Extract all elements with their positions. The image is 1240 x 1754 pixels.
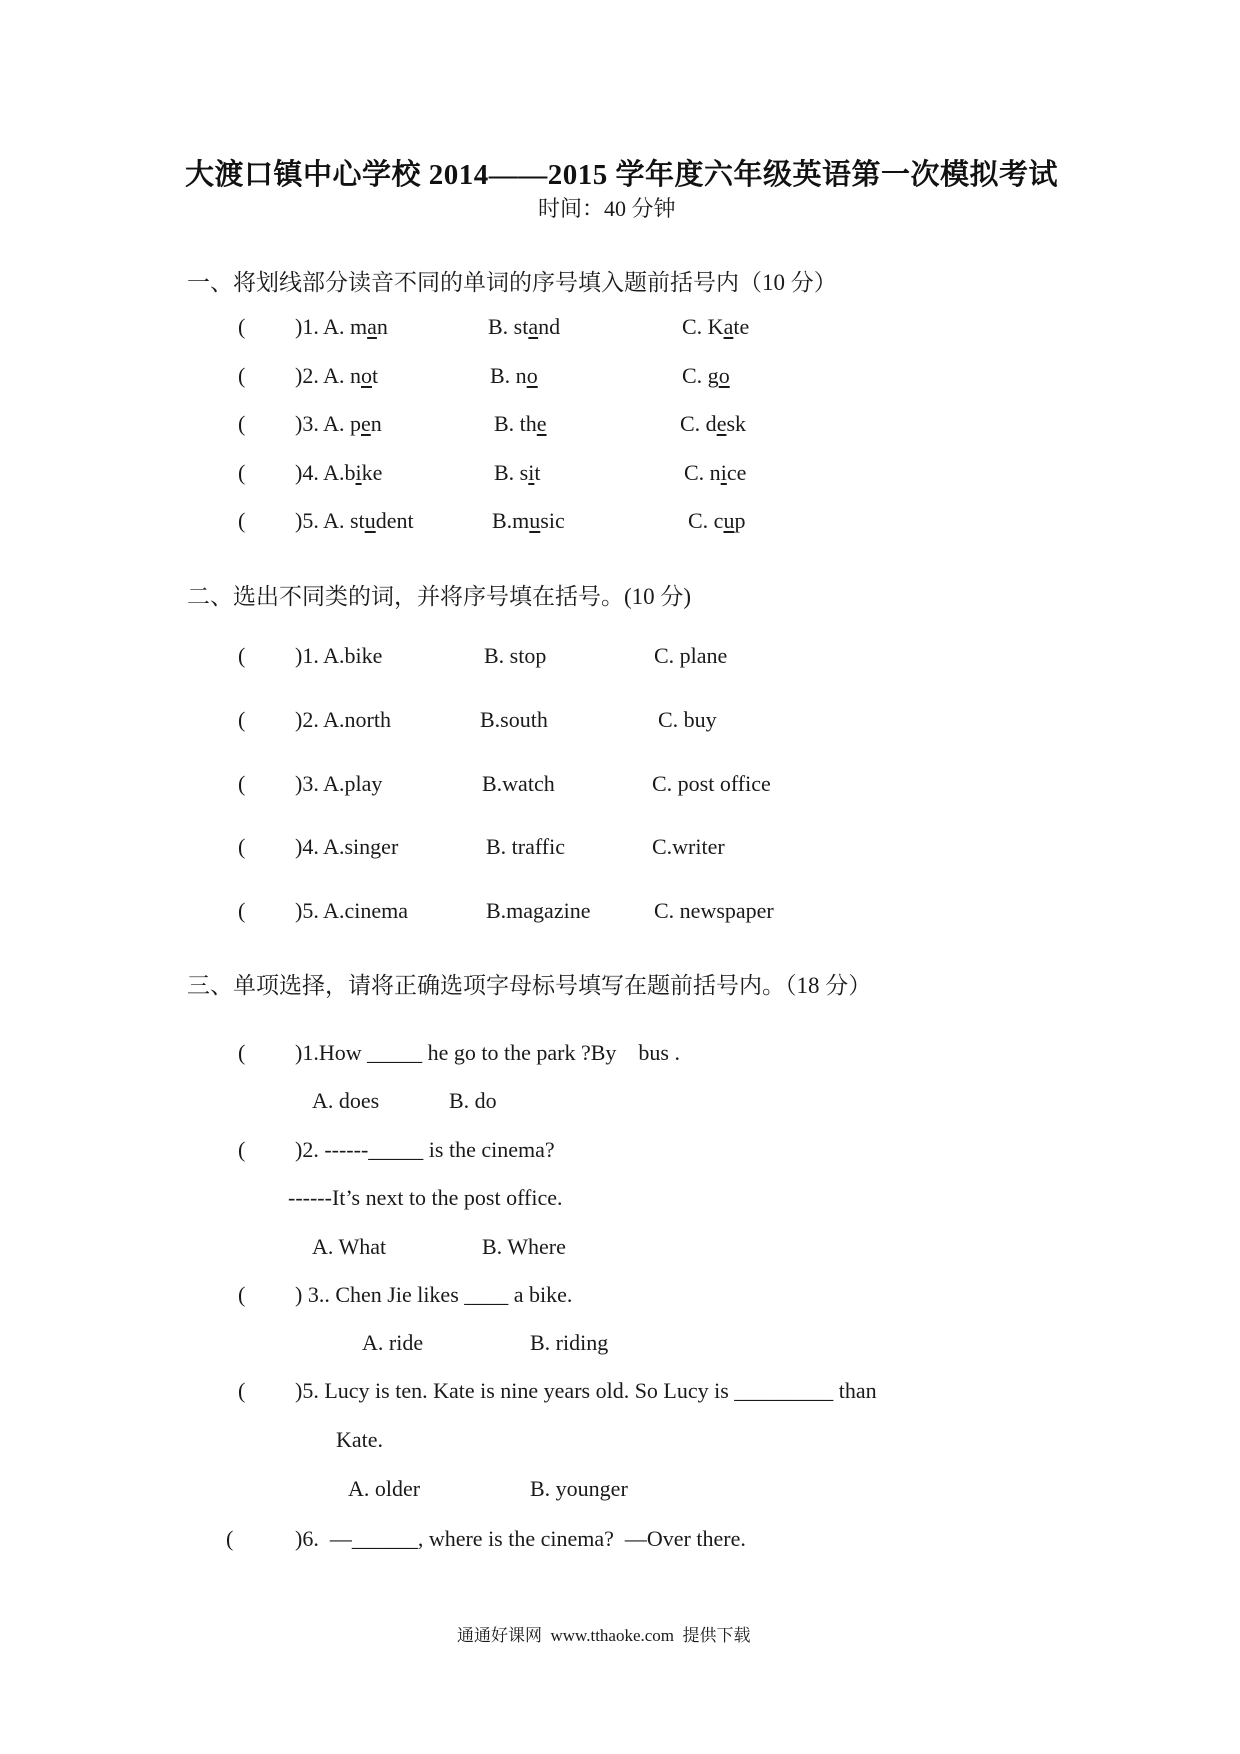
item-c: C. buy <box>658 707 717 732</box>
section-1-heading: 一、将划线部分读音不同的单词的序号填入题前括号内（10 分） <box>187 270 837 295</box>
answer-paren: ( <box>238 1282 246 1307</box>
item-b: B. the <box>494 411 547 436</box>
answer-paren: ( <box>238 411 246 436</box>
item-b: B. stop <box>484 643 547 668</box>
option-a: A. older <box>348 1476 421 1501</box>
item-c: C. nice <box>684 460 747 485</box>
item-c: C. cup <box>688 508 746 533</box>
answer-paren: ( <box>238 834 246 859</box>
footer-source: 通通好课网 www.tthaoke.com 提供下载 <box>457 1626 751 1645</box>
section-3-heading: 三、单项选择，请将正确选项字母标号填写在题前括号内。（18 分） <box>187 973 872 998</box>
item-b: B.south <box>480 707 548 732</box>
question-stem: )1.How _____ he go to the park ?By bus . <box>295 1040 680 1065</box>
item-c: C. go <box>682 363 730 388</box>
section-2-heading: 二、选出不同类的词，并将序号填在括号。(10 分) <box>187 584 692 609</box>
question-stem: )5. Lucy is ten. Kate is nine years old. So Lucy is _________ than <box>295 1378 877 1403</box>
item-c: C. plane <box>654 643 728 668</box>
answer-paren: ( <box>238 508 246 533</box>
item-c: C.writer <box>652 834 725 859</box>
answer-paren: ( <box>226 1526 234 1551</box>
item-b: B. sit <box>494 460 541 485</box>
item-b: B.music <box>492 508 565 533</box>
option-b: B. younger <box>530 1476 628 1501</box>
item-a: )2. A.north <box>295 707 391 732</box>
item-c: C. Kate <box>682 314 750 339</box>
option-b: B. do <box>449 1088 497 1113</box>
option-b: B. riding <box>530 1330 609 1355</box>
answer-paren: ( <box>238 707 246 732</box>
option-a: A. ride <box>362 1330 424 1355</box>
exam-time: 时间：40 分钟 <box>538 196 676 221</box>
item-b: B. no <box>490 363 538 388</box>
item-b: B. traffic <box>486 834 566 859</box>
exam-title: 大渡口镇中心学校 2014——2015 学年度六年级英语第一次模拟考试 <box>185 159 1059 191</box>
answer-paren: ( <box>238 771 246 796</box>
item-a: )5. A.cinema <box>295 898 409 923</box>
option-a: A. What <box>312 1234 387 1259</box>
item-b: B.watch <box>482 771 555 796</box>
answer-paren: ( <box>238 898 246 923</box>
item-a: )2. A. not <box>295 363 379 388</box>
question-stem: ) 3.. Chen Jie likes ____ a bike. <box>295 1282 573 1307</box>
option-b: B. Where <box>482 1234 566 1259</box>
item-a: )4. A.singer <box>295 834 399 859</box>
item-c: C. desk <box>680 411 747 436</box>
item-a: )3. A. pen <box>295 411 382 436</box>
answer-paren: ( <box>238 314 246 339</box>
item-a: )1. A.bike <box>295 643 383 668</box>
answer-paren: ( <box>238 1040 246 1065</box>
answer-paren: ( <box>238 1378 246 1403</box>
item-c: C. post office <box>652 771 771 796</box>
question-stem: )6. ―______, where is the cinema? ―Over there. <box>295 1526 746 1551</box>
answer-paren: ( <box>238 460 246 485</box>
question-continuation: Kate. <box>336 1427 384 1452</box>
question-reply: ------It’s next to the post office. <box>288 1185 563 1210</box>
answer-paren: ( <box>238 643 246 668</box>
item-b: B. stand <box>488 314 561 339</box>
item-a: )4. A.bike <box>295 460 383 485</box>
answer-paren: ( <box>238 1137 246 1162</box>
option-a: A. does <box>312 1088 380 1113</box>
answer-paren: ( <box>238 363 246 388</box>
item-a: )3. A.play <box>295 771 383 796</box>
item-a: )5. A. student <box>295 508 414 533</box>
item-c: C. newspaper <box>654 898 774 923</box>
item-b: B.magazine <box>486 898 591 923</box>
question-stem: )2. ------_____ is the cinema? <box>295 1137 555 1162</box>
item-a: )1. A. man <box>295 314 388 339</box>
